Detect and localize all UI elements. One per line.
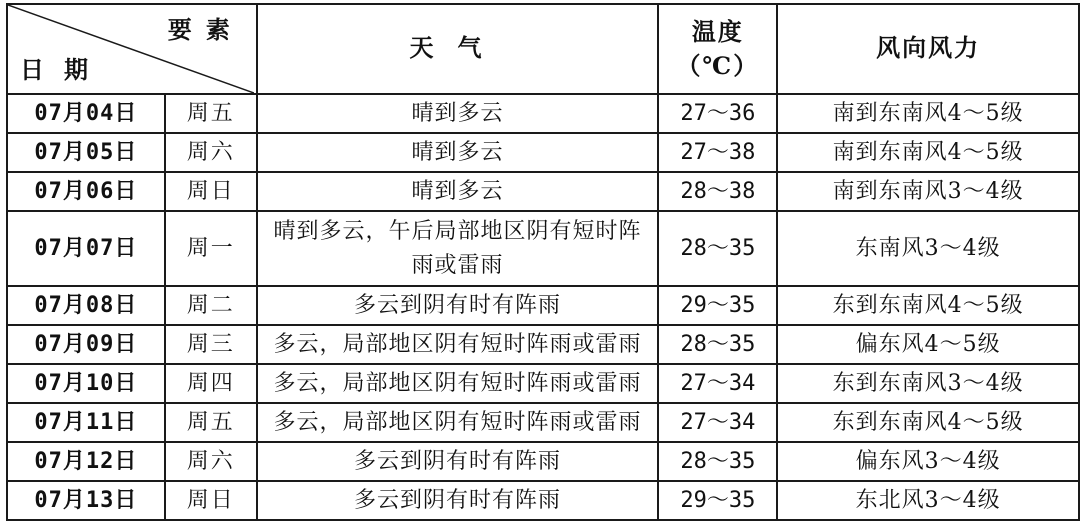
date-cell: 07月04日 xyxy=(7,94,165,133)
date-cell: 07月11日 xyxy=(7,403,165,442)
table-row xyxy=(7,364,1079,403)
date-cell: 07月09日 xyxy=(7,325,165,364)
header-temp-cell xyxy=(658,4,777,94)
weekday-cell: 周日 xyxy=(165,481,257,520)
temperature-cell: 28～35 xyxy=(658,325,777,364)
weather-line-1: 晴到多云，午后局部地区阴有短时阵 xyxy=(273,218,642,244)
header-weather-label: 天气 xyxy=(409,33,506,62)
temperature-cell: 27～34 xyxy=(658,403,777,442)
temperature-cell: 28～38 xyxy=(658,172,777,211)
temperature-cell: 29～35 xyxy=(658,481,777,520)
table-row xyxy=(7,211,1079,286)
date-cell: 07月07日 xyxy=(7,211,165,286)
header-temp-label: 温度 xyxy=(691,17,744,46)
date-cell: 07月06日 xyxy=(7,172,165,211)
header-element-label: 要素 xyxy=(167,15,244,44)
weekday-cell: 周五 xyxy=(165,94,257,133)
weather-cell: 多云到阴有时有阵雨 xyxy=(257,481,659,520)
forecast-table-wrapper xyxy=(6,3,1080,521)
temperature-cell: 27～36 xyxy=(658,94,777,133)
header-date-label: 日期 xyxy=(20,55,108,84)
wind-cell: 偏东风4～5级 xyxy=(777,325,1079,364)
table-header-row xyxy=(7,4,1079,94)
weekday-cell: 周四 xyxy=(165,364,257,403)
header-wind-label: 风向风力 xyxy=(876,33,981,62)
forecast-table xyxy=(6,3,1080,521)
weather-cell: 多云到阴有时有阵雨 xyxy=(257,442,659,481)
header-temp-unit: （℃） xyxy=(676,51,760,80)
header-weather-cell xyxy=(257,4,659,94)
table-row xyxy=(7,133,1079,172)
weather-cell: 晴到多云 xyxy=(257,172,659,211)
wind-cell: 东到东南风4～5级 xyxy=(777,403,1079,442)
weekday-cell: 周六 xyxy=(165,442,257,481)
weather-cell: 多云到阴有时有阵雨 xyxy=(257,286,659,325)
table-row xyxy=(7,442,1079,481)
temperature-cell: 29～35 xyxy=(658,286,777,325)
wind-cell: 南到东南风4～5级 xyxy=(777,94,1079,133)
table-row xyxy=(7,286,1079,325)
temperature-cell: 27～38 xyxy=(658,133,777,172)
header-wind-cell xyxy=(777,4,1079,94)
weather-cell: 多云，局部地区阴有短时阵雨或雷雨 xyxy=(257,364,659,403)
date-cell: 07月12日 xyxy=(7,442,165,481)
date-cell: 07月08日 xyxy=(7,286,165,325)
wind-cell: 东到东南风3～4级 xyxy=(777,364,1079,403)
date-cell: 07月13日 xyxy=(7,481,165,520)
table-row xyxy=(7,403,1079,442)
wind-cell: 南到东南风3～4级 xyxy=(777,172,1079,211)
wind-cell: 东南风3～4级 xyxy=(777,211,1079,286)
weekday-cell: 周日 xyxy=(165,172,257,211)
table-row xyxy=(7,172,1079,211)
weather-cell: 多云，局部地区阴有短时阵雨或雷雨 xyxy=(257,403,659,442)
table-row xyxy=(7,94,1079,133)
table-row xyxy=(7,325,1079,364)
wind-cell: 东到东南风4～5级 xyxy=(777,286,1079,325)
wind-cell: 偏东风3～4级 xyxy=(777,442,1079,481)
temperature-cell: 28～35 xyxy=(658,442,777,481)
weekday-cell: 周一 xyxy=(165,211,257,286)
weather-cell: 多云，局部地区阴有短时阵雨或雷雨 xyxy=(257,325,659,364)
wind-cell: 东北风3～4级 xyxy=(777,481,1079,520)
weather-cell: 晴到多云 xyxy=(257,133,659,172)
date-cell: 07月05日 xyxy=(7,133,165,172)
weekday-cell: 周三 xyxy=(165,325,257,364)
temperature-cell: 28～35 xyxy=(658,211,777,286)
temperature-cell: 27～34 xyxy=(658,364,777,403)
weekday-cell: 周二 xyxy=(165,286,257,325)
table-row xyxy=(7,481,1079,520)
weekday-cell: 周六 xyxy=(165,133,257,172)
date-cell: 07月10日 xyxy=(7,364,165,403)
header-corner-cell xyxy=(7,4,257,94)
weather-cell: 晴到多云 xyxy=(257,94,659,133)
weather-cell xyxy=(257,211,659,286)
weekday-cell: 周五 xyxy=(165,403,257,442)
weather-line-2: 雨或雷雨 xyxy=(411,252,504,278)
wind-cell: 南到东南风4～5级 xyxy=(777,133,1079,172)
